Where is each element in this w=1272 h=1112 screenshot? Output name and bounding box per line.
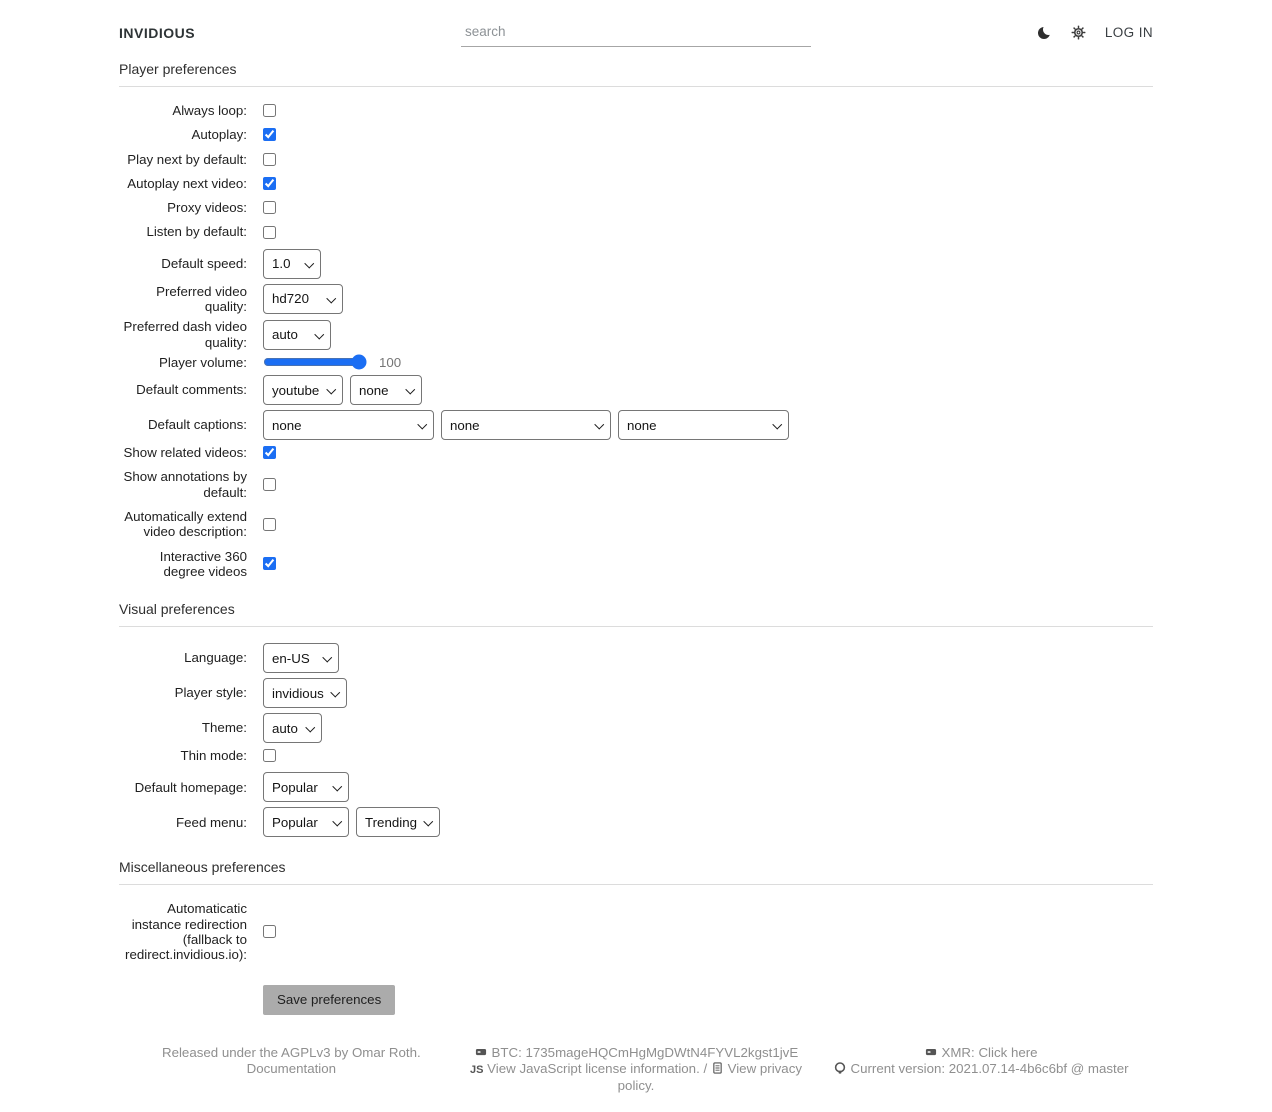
section-divider xyxy=(119,626,1153,627)
pref-row-preferred-dash-quality xyxy=(119,319,1153,350)
pref-row-default-comments xyxy=(119,375,1153,405)
player-volume-value: 100 xyxy=(379,354,402,370)
default-comments-first-select[interactable] xyxy=(263,375,343,405)
dark-mode-toggle[interactable] xyxy=(1038,26,1052,40)
default-captions-second-select[interactable] xyxy=(441,410,611,440)
player-preferences-section xyxy=(119,61,1153,579)
feed-menu-first-select[interactable] xyxy=(263,807,349,837)
license-text: Released under the AGPLv3 by Omar Roth. xyxy=(161,1045,421,1061)
default-homepage-select-wrap xyxy=(263,772,349,802)
footer-right xyxy=(808,1045,1153,1094)
pref-row-player-style xyxy=(119,678,1153,708)
default-captions-second-wrap xyxy=(441,410,611,440)
search-input[interactable] xyxy=(461,18,811,47)
show-related-label: Show related videos: xyxy=(123,445,247,461)
autoplay-label: Autoplay: xyxy=(191,127,247,143)
theme-select-wrap xyxy=(263,713,322,743)
preferred-dash-quality-select-wrap xyxy=(263,320,331,350)
pref-row-interactive-360 xyxy=(119,549,1153,580)
thin-mode-label: Thin mode: xyxy=(180,748,247,764)
autoplay-next-label: Autoplay next video: xyxy=(127,175,247,191)
pref-row-extend-description xyxy=(119,509,1153,540)
auto-redirect-checkbox[interactable] xyxy=(263,925,276,938)
section-divider xyxy=(119,884,1153,885)
misc-preferences-title: Miscellaneous preferences xyxy=(119,859,286,876)
xmr-click-here-link[interactable]: Click here xyxy=(978,1045,1038,1061)
player-style-label: Player style: xyxy=(174,685,247,701)
show-related-checkbox[interactable] xyxy=(263,446,276,459)
pref-row-feed-menu xyxy=(119,807,1153,837)
visual-preferences-title: Visual preferences xyxy=(119,601,235,618)
invidious-logo-link[interactable]: INVIDIOUS xyxy=(119,24,196,41)
legal-line xyxy=(464,1061,809,1094)
play-next-label: Play next by default: xyxy=(127,151,247,167)
btc-address: BTC: 1735mageHQCmHgMgDWtN4FYVL2kgst1jvE xyxy=(491,1045,799,1061)
privacy-policy-link[interactable]: View privacy policy. xyxy=(617,1060,802,1094)
player-style-select[interactable] xyxy=(263,678,347,708)
page-footer xyxy=(119,1045,1153,1112)
language-select[interactable] xyxy=(263,643,339,673)
default-captions-first-wrap xyxy=(263,410,434,440)
player-volume-label: Player volume: xyxy=(159,354,247,370)
preferred-dash-quality-label: Preferred dash video quality: xyxy=(123,319,247,350)
default-comments-second-select[interactable] xyxy=(350,375,422,405)
feed-menu-second-select[interactable] xyxy=(356,807,440,837)
pref-row-auto-redirect xyxy=(119,901,1153,962)
pref-row-play-next xyxy=(119,152,1153,167)
language-label: Language: xyxy=(184,650,247,666)
default-captions-third-select[interactable] xyxy=(618,410,789,440)
autoplay-checkbox[interactable] xyxy=(263,128,276,141)
pref-row-default-captions xyxy=(119,410,1153,440)
preferences-button[interactable] xyxy=(1071,25,1086,40)
preferences-page xyxy=(119,0,1153,1112)
log-in-link[interactable]: LOG IN xyxy=(1104,25,1153,40)
default-speed-select[interactable] xyxy=(263,249,321,279)
default-captions-label: Default captions: xyxy=(147,417,247,433)
extend-description-checkbox[interactable] xyxy=(263,518,276,531)
default-captions-first-select[interactable] xyxy=(263,410,434,440)
pref-row-always-loop xyxy=(119,103,1153,118)
pref-row-show-related xyxy=(119,445,1153,460)
gear-icon xyxy=(1071,25,1086,40)
section-divider xyxy=(119,86,1153,87)
moon-icon xyxy=(1038,26,1052,40)
save-preferences-button[interactable]: Save preferences xyxy=(263,985,395,1015)
pref-row-listen-by-default xyxy=(119,224,1153,239)
pref-row-default-homepage xyxy=(119,772,1153,802)
btc-line xyxy=(464,1045,809,1061)
language-select-wrap xyxy=(263,643,339,673)
play-next-checkbox[interactable] xyxy=(263,153,276,166)
default-homepage-select[interactable] xyxy=(263,772,349,802)
interactive-360-label: Interactive 360 degree videos xyxy=(159,548,247,579)
autoplay-next-checkbox[interactable] xyxy=(263,177,276,190)
proxy-videos-checkbox[interactable] xyxy=(263,201,276,214)
github-icon xyxy=(833,1061,847,1075)
js-icon: JS xyxy=(470,1063,484,1076)
pref-row-proxy-videos xyxy=(119,200,1153,215)
default-comments-label: Default comments: xyxy=(136,382,247,398)
pref-row-autoplay-next xyxy=(119,176,1153,191)
pref-row-player-volume xyxy=(119,355,1153,370)
show-annotations-label: Show annotations by default: xyxy=(123,469,247,500)
default-captions-third-wrap xyxy=(618,410,789,440)
topbar-actions xyxy=(811,25,1153,40)
top-bar xyxy=(119,18,1153,47)
footer-center xyxy=(464,1045,809,1094)
default-homepage-label: Default homepage: xyxy=(134,779,247,795)
version-text: Current version: 2021.07.14-4b6c6bf @ master xyxy=(850,1060,1129,1076)
thin-mode-checkbox[interactable] xyxy=(263,749,276,762)
pref-row-preferred-quality xyxy=(119,284,1153,315)
player-preferences-title: Player preferences xyxy=(119,61,237,77)
theme-select[interactable] xyxy=(263,713,322,743)
show-annotations-checkbox[interactable] xyxy=(263,478,276,491)
preferred-quality-label: Preferred video quality: xyxy=(156,283,247,314)
xmr-line xyxy=(808,1045,1153,1061)
coin-icon xyxy=(924,1045,938,1059)
documentation-link[interactable]: Documentation xyxy=(246,1060,337,1076)
misc-preferences-section xyxy=(119,859,1153,1015)
coin-icon xyxy=(474,1045,488,1059)
default-comments-second-wrap xyxy=(350,375,422,405)
feed-menu-first-wrap xyxy=(263,807,349,837)
player-style-select-wrap xyxy=(263,678,347,708)
feed-menu-second-wrap xyxy=(356,807,440,837)
footer-separator: / xyxy=(703,1060,708,1076)
listen-by-default-label: Listen by default: xyxy=(146,224,247,240)
proxy-videos-label: Proxy videos: xyxy=(167,200,247,216)
xmr-label: XMR: xyxy=(941,1045,975,1061)
preferred-dash-quality-select[interactable] xyxy=(263,320,331,350)
default-speed-label: Default speed: xyxy=(161,256,247,272)
pref-row-show-annotations xyxy=(119,469,1153,500)
pref-row-default-speed xyxy=(119,249,1153,279)
brand-area xyxy=(119,25,461,41)
version-line xyxy=(808,1061,1153,1077)
visual-preferences-section xyxy=(119,601,1153,837)
listen-by-default-checkbox[interactable] xyxy=(263,226,276,239)
search-area xyxy=(461,18,811,47)
preferred-quality-select-wrap xyxy=(263,284,343,314)
pref-row-thin-mode xyxy=(119,748,1153,763)
document-icon xyxy=(711,1061,724,1075)
pref-row-theme xyxy=(119,713,1153,743)
pref-row-autoplay xyxy=(119,127,1153,142)
js-license-link[interactable]: View JavaScript license information. xyxy=(487,1060,700,1076)
footer-left xyxy=(119,1045,464,1094)
default-speed-select-wrap xyxy=(263,249,321,279)
auto-redirect-label: Automaticatic instance redirection (fallback to redirect.invidious.io): xyxy=(125,901,247,963)
feed-menu-label: Feed menu: xyxy=(176,814,247,830)
interactive-360-checkbox[interactable] xyxy=(263,557,276,570)
pref-row-language xyxy=(119,643,1153,673)
always-loop-checkbox[interactable] xyxy=(263,104,276,117)
player-volume-slider[interactable] xyxy=(263,355,367,369)
extend-description-label: Automatically extend video description: xyxy=(124,508,247,540)
always-loop-label: Always loop: xyxy=(172,103,247,118)
theme-label: Theme: xyxy=(201,720,247,736)
preferred-quality-select[interactable] xyxy=(263,284,343,314)
default-comments-first-wrap xyxy=(263,375,343,405)
